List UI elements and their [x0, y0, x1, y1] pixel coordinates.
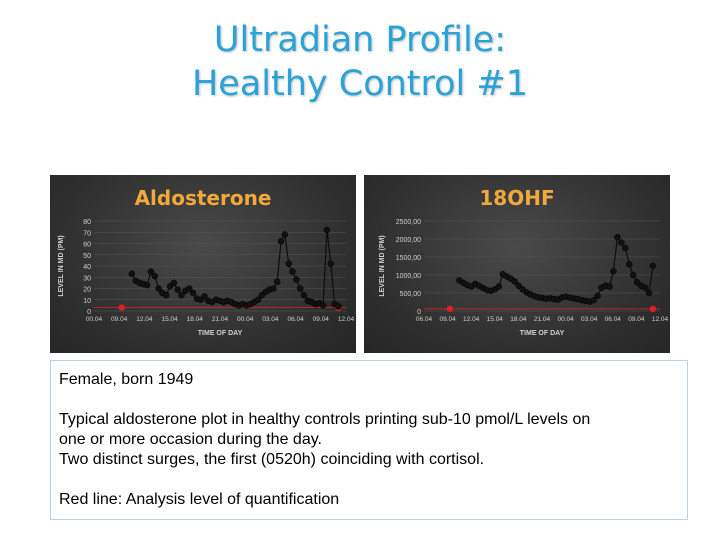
- data-point: [610, 268, 616, 274]
- x-tick-label: 15.04: [161, 316, 178, 323]
- legend-note: Red line: Analysis level of quantification: [59, 491, 340, 508]
- x-tick-label: 21.04: [533, 316, 551, 323]
- x-tick-label: 09.04: [628, 316, 645, 323]
- data-point: [270, 286, 276, 292]
- x-tick-label: 03.04: [262, 316, 279, 323]
- data-point: [626, 261, 632, 267]
- x-tick-label: 12.04: [136, 316, 153, 323]
- x-tick-label: 06.04: [287, 316, 304, 323]
- x-tick-label: 15.04: [486, 316, 503, 323]
- data-point: [175, 287, 181, 293]
- y-tick-label: 20: [83, 286, 91, 294]
- data-point: [622, 245, 628, 251]
- data-point: [630, 272, 636, 278]
- x-tick-label: 12.04: [463, 316, 480, 323]
- loq-marker: [119, 304, 125, 310]
- data-point: [606, 284, 612, 290]
- data-point: [614, 234, 620, 240]
- y-tick-label: 40: [83, 264, 91, 271]
- data-point: [163, 292, 169, 298]
- data-point: [274, 279, 280, 285]
- data-point: [282, 232, 288, 238]
- y-tick-label: 70: [83, 230, 91, 238]
- description-line-1: Typical aldosterone plot in healthy controls printing sub-10 pmol/L levels on: [59, 411, 591, 428]
- y-tick-label: 2500,00: [395, 219, 421, 226]
- data-point: [642, 285, 648, 291]
- y-axis-label: LEVEL IN MD (PM): [58, 235, 65, 297]
- x-tick-label: 00.04: [237, 316, 254, 323]
- x-tick-label: 06.04: [415, 316, 433, 323]
- x-tick-label: 12.04: [651, 316, 669, 323]
- x-tick-label: 18.04: [186, 316, 203, 323]
- data-point: [171, 280, 177, 286]
- data-point: [144, 282, 150, 288]
- y-axis-label: LEVEL IN MD (PM): [379, 235, 386, 297]
- x-tick-label: 09.04: [439, 316, 456, 323]
- data-point: [595, 293, 601, 299]
- data-point: [301, 292, 307, 298]
- data-point: [328, 261, 334, 267]
- 18ohf-chart: [364, 175, 670, 353]
- data-point: [335, 304, 341, 310]
- x-tick-label: 21.04: [211, 316, 229, 323]
- data-point: [293, 277, 299, 283]
- data-point: [618, 240, 624, 246]
- y-tick-label: 60: [83, 241, 91, 249]
- y-tick-label: 30: [83, 275, 91, 283]
- y-tick-label: 2000,00: [395, 237, 421, 244]
- aldosterone-chart-svg: [50, 175, 356, 353]
- chart-title: Aldosterone: [134, 186, 272, 210]
- y-tick-label: 50: [83, 252, 91, 260]
- data-point: [320, 302, 326, 308]
- x-tick-label: 09.04: [312, 316, 329, 323]
- description-line-2: one or more occasion during the day.: [59, 431, 322, 448]
- y-tick-label: 1500,00: [395, 255, 421, 262]
- loq-marker: [650, 306, 656, 312]
- x-tick-label: 03.04: [581, 316, 598, 323]
- x-tick-label: 06.04: [604, 316, 621, 323]
- loq-marker: [447, 306, 453, 312]
- x-tick-label: 00.04: [557, 316, 574, 323]
- data-point: [324, 227, 330, 233]
- x-tick-label: 09.04: [111, 316, 128, 323]
- y-tick-label: 500,00: [399, 291, 421, 298]
- data-point: [290, 269, 296, 275]
- data-point: [650, 263, 656, 269]
- chart-title: 18OHF: [479, 186, 555, 210]
- y-tick-label: 80: [83, 219, 91, 226]
- y-tick-label: 1000,00: [395, 273, 421, 280]
- x-tick-label: 00.04: [85, 316, 103, 323]
- data-point: [152, 273, 158, 279]
- data-point: [496, 284, 502, 290]
- data-point: [190, 290, 196, 296]
- x-tick-label: 12.04: [337, 316, 355, 323]
- data-point: [129, 271, 135, 277]
- x-axis-label: TIME OF DAY: [197, 330, 243, 337]
- aldosterone-chart: [50, 175, 356, 353]
- slide-title-line1: Ultradian Profile:: [213, 20, 507, 60]
- patient-info: Female, born 1949: [59, 371, 194, 388]
- slide-title-line2: Healthy Control #1: [191, 64, 528, 104]
- y-tick-label: 0: [417, 309, 421, 316]
- data-point: [297, 286, 303, 292]
- data-point: [646, 290, 652, 296]
- info-box: [50, 360, 688, 520]
- data-point: [278, 238, 284, 244]
- x-axis-label: TIME OF DAY: [519, 330, 565, 337]
- description-line-3: Two distinct surges, the first (0520h) coinciding with cortisol.: [59, 451, 485, 468]
- slide-title: [0, 18, 720, 106]
- y-tick-label: 0: [87, 309, 91, 316]
- x-tick-label: 18.04: [510, 316, 527, 323]
- 18ohf-chart-svg: [364, 175, 670, 353]
- data-point: [286, 261, 292, 267]
- y-tick-label: 10: [83, 297, 91, 305]
